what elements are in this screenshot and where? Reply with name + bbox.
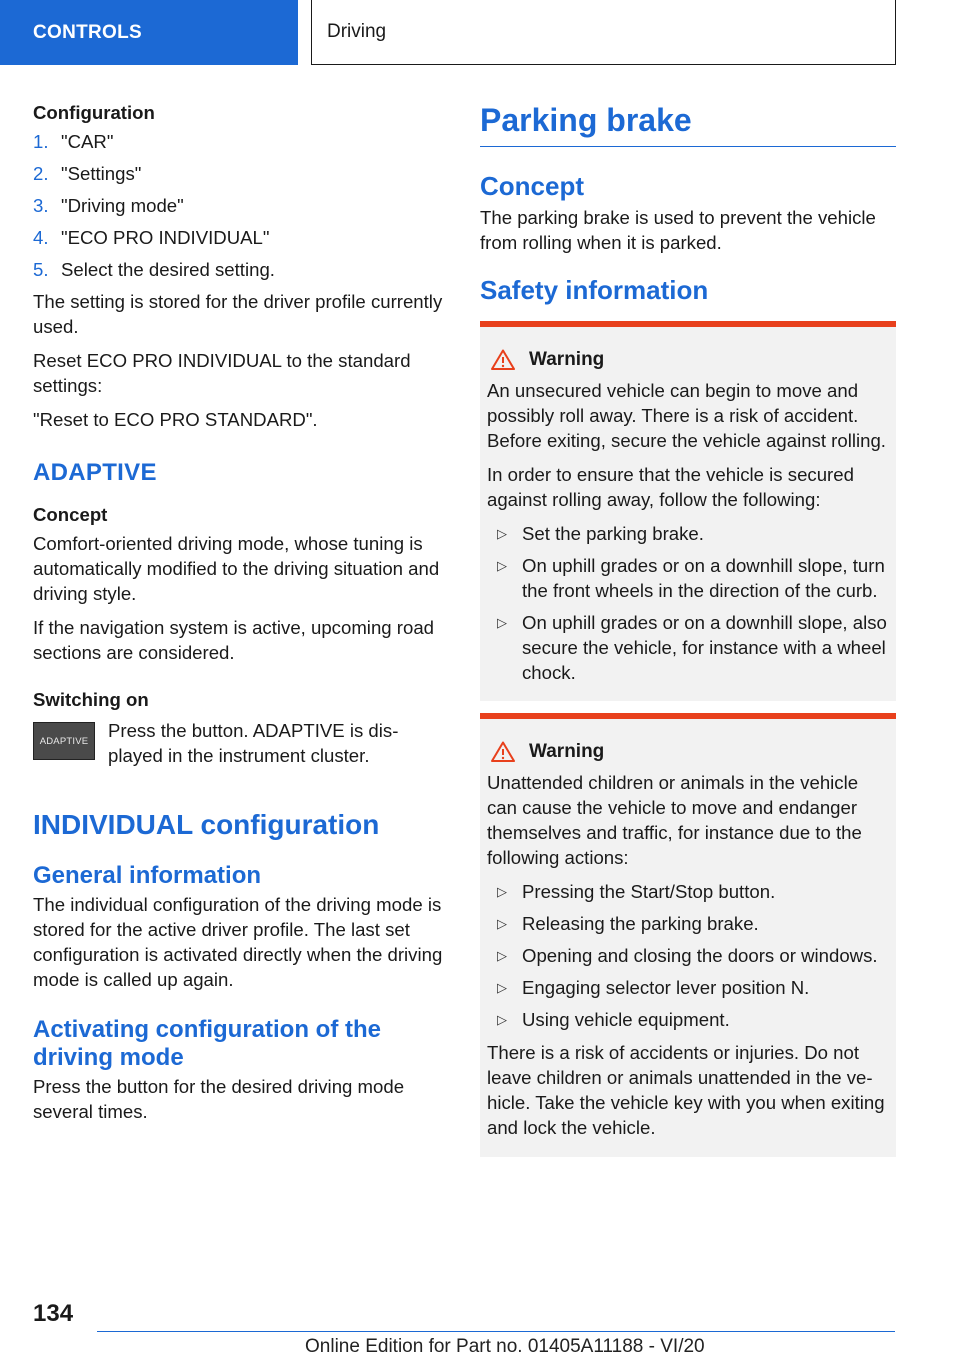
footer-divider [97,1331,895,1332]
warning-box-2 [480,713,896,1157]
configuration-steps [33,129,445,282]
warning-label: Warning [529,741,605,762]
list-item [33,161,445,186]
list-item [487,975,889,1000]
list-item [487,553,889,603]
concept-title: Concept [480,171,584,201]
activating-paragraph: Press the button for the desired driving mode several times. [33,1076,405,1122]
warning-header [487,739,889,764]
list-item-text: Engaging selector lever position N. [522,977,810,998]
warning-header [487,347,889,372]
concept-paragraph-1: Comfort-oriented driving mode, whose tuning is automatically modified to the driving situation and driving style. [33,533,440,604]
list-item [487,911,889,936]
adaptive-button-icon: ADAPTIVE [33,722,95,760]
bullet-triangle-icon: ▷ [497,916,507,931]
section-tab-controls: CONTROLS [0,0,298,65]
bullet-triangle-icon: ▷ [497,526,507,541]
list-item [487,943,889,968]
switching-paragraph: Press the button. ADAPTIVE is displayed in the instrument cluster. [108,720,399,766]
step-text: "Driving mode" [61,195,184,216]
parking-brake-title: Parking brake [480,100,896,147]
reset-paragraph: Reset ECO PRO INDIVIDUAL to the standard settings: [33,350,411,396]
list-item [487,610,889,685]
list-item-text: On uphill grades or on a downhill slope, also secure the vehicle, for instance with a wheel chock. [522,612,887,683]
warning-paragraph: Unattended children or animals in the vehicle can cause the vehicle to move and endanger themselves and traffic, for instance due to the following actions: [487,772,862,868]
step-text: "Settings" [61,163,142,184]
step-number: 4. [33,227,49,248]
bullet-triangle-icon: ▷ [497,948,507,963]
general-information-heading: General information [33,862,262,889]
configuration-heading: Configuration [33,102,155,123]
warning-triangle-icon [491,349,515,370]
chapter-tab-driving: Driving [311,0,896,65]
switching-on-row [33,718,445,768]
general-paragraph: The individual configuration of the driving mode is stored for the active driver profile. The last set configuration is activated directly when the driving mode is called up again. [33,894,443,990]
step-number: 3. [33,195,49,216]
list-item-text: On uphill grades or on a downhill slope, turn the front wheels in the direction of the curb. [522,555,885,601]
warning-list [487,879,889,1032]
list-item [33,193,445,218]
step-number: 2. [33,163,49,184]
warning-list [487,521,889,685]
bullet-triangle-icon: ▷ [497,980,507,995]
list-item-text: Opening and closing the doors or windows. [522,945,878,966]
reset-command-paragraph: "Reset to ECO PRO STANDARD". [33,409,318,430]
step-number: 1. [33,131,49,152]
left-column [33,100,445,1133]
list-item [33,225,445,250]
list-item [487,879,889,904]
warning-paragraph: There is a risk of accidents or injuries. Do not leave children or animals unattended in the vehicle. Take the vehicle key with you when exiting and lock the vehicle. [487,1042,885,1138]
warning-triangle-icon [491,741,515,762]
list-item [487,1007,889,1032]
parking-concept-paragraph: The parking brake is used to prevent the vehicle from rolling when it is parked. [480,207,876,253]
warning-box-1 [480,321,896,701]
bullet-triangle-icon: ▷ [497,1012,507,1027]
switching-on-heading: Switching on [33,689,149,710]
safety-information-title: Safety information [480,275,709,305]
warning-label: Warning [529,349,605,370]
page-number: 134 [33,1300,74,1327]
warning-paragraph: An unsecured vehicle can begin to move and possibly roll away. There is a risk of accident. Before exiting, secure the vehicle against rolling. [487,380,886,451]
stored-paragraph: The setting is stored for the driver profile currently used. [33,291,443,337]
list-item [487,521,889,546]
concept-paragraph-2: If the navigation system is active, upcoming road sections are considered. [33,617,435,663]
bullet-triangle-icon: ▷ [497,558,507,573]
activating-configuration-heading: Activating configuration of the driving mode [33,1016,381,1071]
step-text: "ECO PRO INDIVIDUAL" [61,227,270,248]
step-text: "CAR" [61,131,114,152]
bullet-triangle-icon: ▷ [497,884,507,899]
warning-paragraph: In order to ensure that the vehicle is secured against rolling away, follow the following: [487,464,854,510]
adaptive-heading: ADAPTIVE [33,459,157,486]
concept-heading: Concept [33,504,108,525]
bullet-triangle-icon: ▷ [497,615,507,630]
footer-edition: Online Edition for Part no. 01405A11188 - VI/20 [305,1336,705,1357]
list-item-text: Set the parking brake. [522,523,704,544]
list-item [33,129,445,154]
list-item-text: Pressing the Start/Stop button. [522,881,776,902]
step-text: Select the desired setting. [61,259,275,280]
list-item-text: Using vehicle equipment. [522,1009,730,1030]
right-column [480,100,896,1157]
list-item [33,257,445,282]
step-number: 5. [33,259,49,280]
list-item-text: Releasing the parking brake. [522,913,759,934]
individual-configuration-heading: INDIVIDUAL configuration [33,809,380,840]
